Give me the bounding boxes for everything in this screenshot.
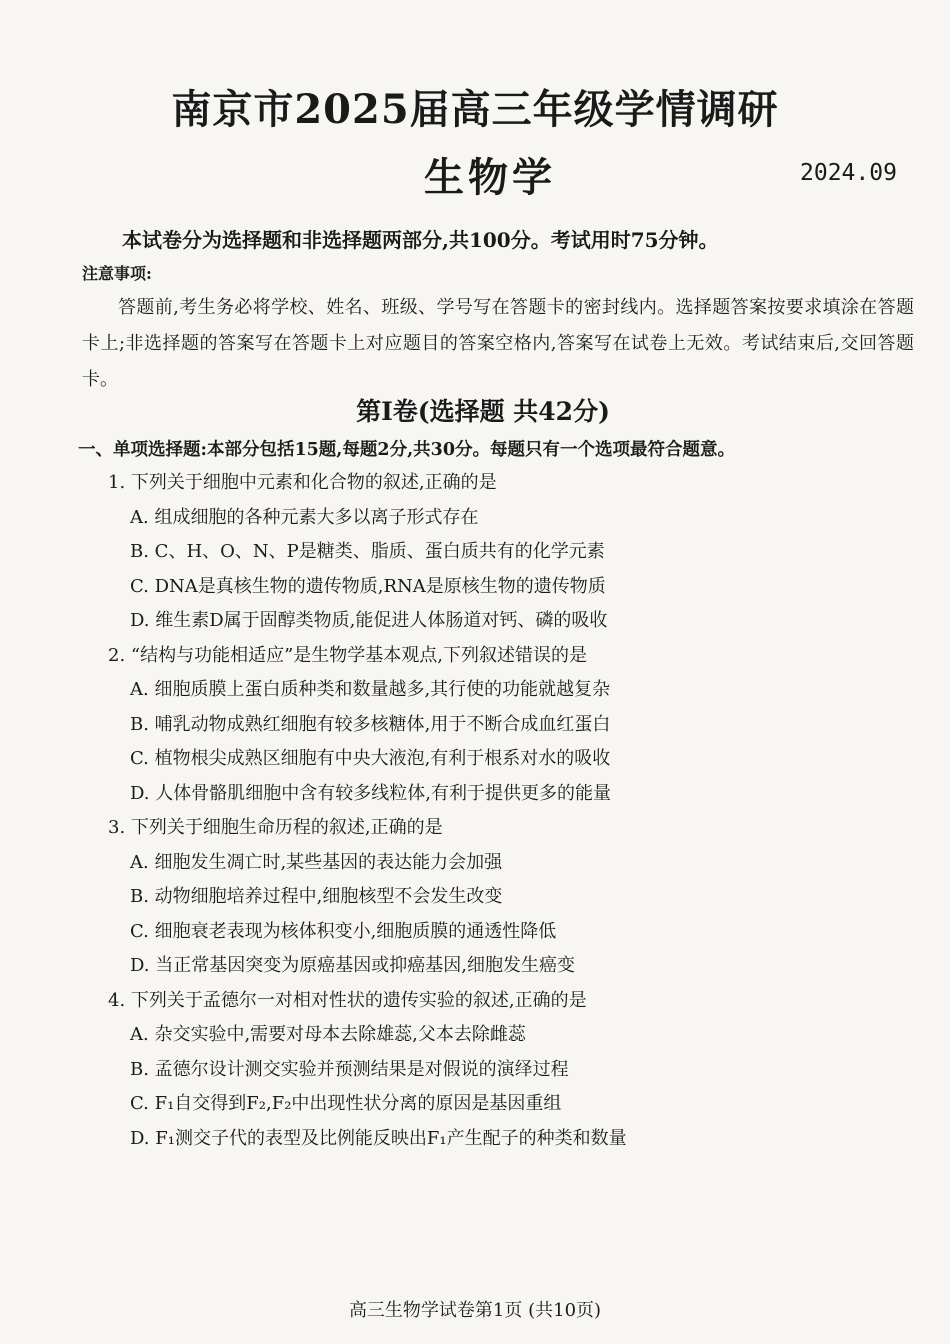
option-b: B. 动物细胞培养过程中,细胞核型不会发生改变 (130, 886, 503, 907)
subject-title: 生物学 (424, 154, 556, 201)
option-b: B. 孟德尔设计测交实验并预测结果是对假说的演绎过程 (130, 1058, 569, 1080)
option-b: B. C、H、O、N、P是糖类、脂质、蛋白质共有的化学元素 (130, 541, 605, 562)
question-list (108, 466, 908, 1156)
notice-heading: 注意事项: (82, 264, 152, 283)
notice-body: 答题前,考生务必将学校、姓名、班级、学号写在答题卡的密封线内。选择题答案按要求填涂在答题卡上;非选择题的答案写在答题卡上对应题目的答案空格内,答案写在试卷上无效。考试结束后,交回答题卡。 (82, 297, 914, 390)
question-stem: 3. 下列关于细胞生命历程的叙述,正确的是 (108, 817, 443, 838)
section-title: 第Ⅰ卷(选择题 共42分) (356, 397, 610, 426)
option-b: B. 哺乳动物成熟红细胞有较多核糖体,用于不断合成血红蛋白 (130, 713, 611, 735)
exam-date: 2024.09 (800, 160, 897, 186)
question-3 (108, 811, 908, 984)
option-c: C. DNA是真核生物的遗传物质,RNA是原核生物的遗传物质 (130, 575, 606, 597)
option-c: C. F₁自交得到F₂,F₂中出现性状分离的原因是基因重组 (130, 1093, 562, 1114)
option-a: A. 细胞发生凋亡时,某些基因的表达能力会加强 (130, 851, 503, 873)
option-d: D. 当正常基因突变为原癌基因或抑癌基因,细胞发生癌变 (130, 955, 575, 976)
option-d: D. F₁测交子代的表型及比例能反映出F₁产生配子的种类和数量 (130, 1127, 627, 1149)
exam-title: 南京市2025届高三年级学情调研 (171, 86, 779, 133)
question-4 (108, 984, 908, 1157)
question-stem: 4. 下列关于孟德尔一对相对性状的遗传实验的叙述,正确的是 (108, 989, 587, 1011)
option-c: C. 植物根尖成熟区细胞有中央大液泡,有利于根系对水的吸收 (130, 748, 611, 769)
question-2 (108, 639, 908, 812)
question-stem: 1. 下列关于细胞中元素和化合物的叙述,正确的是 (108, 472, 497, 493)
question-stem: 2. “结构与功能相适应”是生物学基本观点,下列叙述错误的是 (108, 644, 588, 666)
option-a: A. 组成细胞的各种元素大多以离子形式存在 (130, 506, 479, 528)
option-c: C. 细胞衰老表现为核体积变小,细胞质膜的通透性降低 (130, 920, 557, 942)
option-a: A. 细胞质膜上蛋白质种类和数量越多,其行使的功能就越复杂 (130, 679, 611, 700)
option-a: A. 杂交实验中,需要对母本去除雄蕊,父本去除雌蕊 (130, 1024, 526, 1045)
option-d: D. 人体骨骼肌细胞中含有较多线粒体,有利于提供更多的能量 (130, 782, 611, 804)
question-1 (108, 466, 908, 639)
page-footer: 高三生物学试卷第1页 (共10页) (348, 1300, 602, 1321)
exam-intro: 本试卷分为选择题和非选择题两部分,共100分。考试用时75分钟。 (122, 228, 719, 252)
option-d: D. 维生素D属于固醇类物质,能促进人体肠道对钙、磷的吸收 (130, 610, 608, 631)
part-instruction: 一、单项选择题:本部分包括15题,每题2分,共30分。每题只有一个选项最符合题意。 (78, 440, 736, 460)
